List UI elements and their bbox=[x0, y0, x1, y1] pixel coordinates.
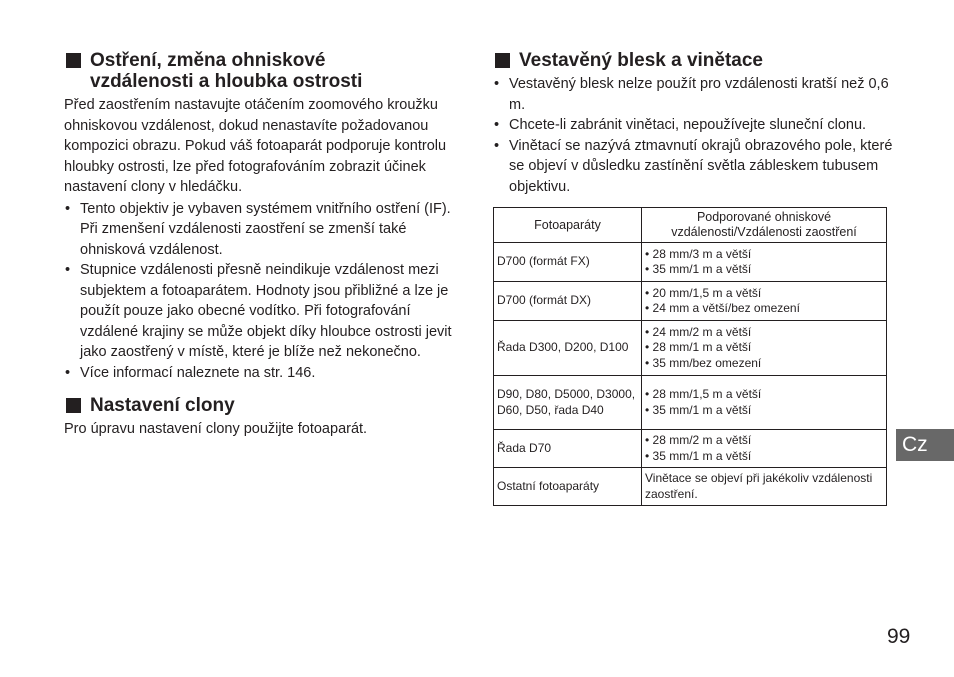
list-item: • Chcete-li zabránit vinětaci, nepoužívejte sluneční clonu. bbox=[494, 117, 867, 133]
camera-cell: Ostatní fotoaparáty bbox=[494, 468, 642, 506]
focus-heading-line2: vzdálenosti a hloubka ostrosti bbox=[90, 71, 363, 92]
table-row bbox=[494, 282, 887, 321]
focus-heading-line1: Ostření, změna ohniskové bbox=[90, 50, 326, 71]
aperture-heading: Nastavení clony bbox=[64, 395, 464, 416]
list-item: • Více informací naleznete na str. 146. bbox=[65, 364, 316, 381]
value-cell: • 20 mm/1,5 m a větší • 24 mm a větší/bez omezení bbox=[642, 282, 887, 321]
left-column bbox=[64, 50, 464, 440]
page-number: 99 bbox=[887, 625, 911, 648]
focus-heading bbox=[64, 50, 464, 92]
square-bullet-icon bbox=[66, 53, 81, 68]
table-row bbox=[494, 468, 887, 506]
camera-cell: D700 (formát FX) bbox=[494, 243, 642, 282]
list-item: • Tento objektiv je vybaven systémem vnitřního ostření (IF). Při zmenšení vzdálenosti zaostření se zmenší také ohnisková vzdálenost. bbox=[65, 200, 451, 258]
square-bullet-icon bbox=[495, 53, 510, 68]
table-row bbox=[494, 243, 887, 282]
value-cell: Vinětace se objeví při jakékoliv vzdálenosti zaostření. bbox=[642, 468, 887, 506]
language-tab: Cz bbox=[896, 429, 954, 461]
header-focal-lengths: Podporované ohniskové vzdálenosti/Vzdálenosti zaostření bbox=[642, 208, 887, 243]
camera-cell: D90, D80, D5000, D3000, D60, D50, řada D40 bbox=[494, 376, 642, 430]
value-cell: • 28 mm/1,5 m a větší • 35 mm/1 m a větší bbox=[642, 376, 887, 430]
flash-heading: Vestavěný blesk a vinětace bbox=[493, 50, 893, 71]
camera-cell: D700 (formát DX) bbox=[494, 282, 642, 321]
value-cell: • 28 mm/2 m a větší • 35 mm/1 m a větší bbox=[642, 430, 887, 468]
flash-bullet-list bbox=[493, 74, 893, 197]
vignetting-table bbox=[493, 207, 887, 506]
list-item: • Vestavěný blesk nelze použít pro vzdálenosti kratší než 0,6 m. bbox=[494, 76, 889, 113]
table-row bbox=[494, 376, 887, 430]
header-cameras: Fotoaparáty bbox=[494, 208, 642, 243]
table-row bbox=[494, 430, 887, 468]
focus-paragraph: Před zaostřením nastavujte otáčením zoomového kroužku ohniskovou vzdálenost, dokud nenastavíte požadovanou kompozici obrazu. Pokud váš fotoaparát podporuje kontrolu hloubky ostrosti, lze před fotografováním zobrazit účinek nastavení clony v hledáčku. bbox=[64, 97, 447, 195]
list-item: • Vinětací se nazývá ztmavnutí okrajů obrazového pole, které se objeví v důsledku zastínění světla zábleskem tubusem objektivu. bbox=[494, 137, 893, 195]
focus-bullet-list bbox=[64, 199, 464, 384]
table-header-row bbox=[494, 208, 887, 243]
camera-cell: Řada D70 bbox=[494, 430, 642, 468]
list-item: • Stupnice vzdálenosti přesně neindikuje vzdálenost mezi subjektem a fotoaparátem. Hodnoty jsou přibližné a lze je použít pouze jako obecné vodítko. Při fotografování vzdálené krajiny se může objekt díky hloubce ostrosti jevit jako zaostřený v místě, které je blíže než nekonečno. bbox=[65, 262, 452, 360]
aperture-paragraph: Pro úpravu nastavení clony použijte fotoaparát. bbox=[64, 421, 368, 437]
camera-cell: Řada D300, D200, D100 bbox=[494, 321, 642, 376]
square-bullet-icon bbox=[66, 398, 81, 413]
value-cell: • 24 mm/2 m a větší • 28 mm/1 m a větší • 35 mm/bez omezení bbox=[642, 321, 887, 376]
value-cell: • 28 mm/3 m a větší • 35 mm/1 m a větší bbox=[642, 243, 887, 282]
table-row bbox=[494, 321, 887, 376]
right-column bbox=[493, 50, 893, 506]
